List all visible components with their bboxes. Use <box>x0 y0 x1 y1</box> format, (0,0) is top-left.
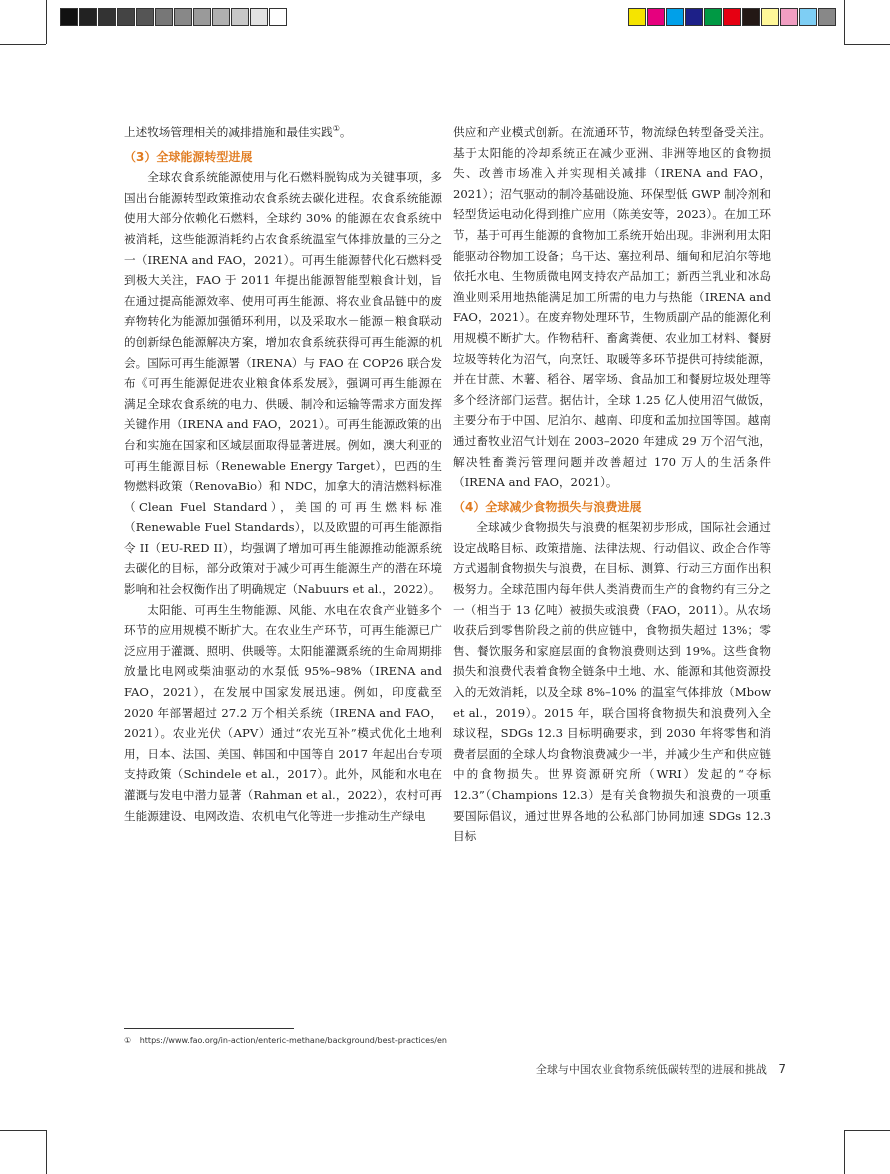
grayscale-calibration-bar <box>60 8 288 28</box>
gray-swatch <box>269 8 287 26</box>
crop-mark <box>844 44 890 45</box>
color-swatch <box>704 8 722 26</box>
section-heading: （3）全球能源转型进展 <box>124 149 253 164</box>
color-swatch <box>780 8 798 26</box>
paragraph: 全球减少食物损失与浪费的框架初步形成，国际社会通过设定战略目标、政策措施、法律法规、行动倡议、政企合作等方式遏制食物损失与浪费，在目标、测算、行动三方面作出积极努力。全球范围内每年供人类消费而生产的食物约有三分之一（相当于 13 亿吨）被损失或浪费（FAO，2011）。从农场收获后到零售阶段之前的供应链中，食物损失超过 13%；零售、餐饮服务和家庭层面的食物浪费则达到 19%。这些食物损失和浪费代表着食物全链条中土地、水、能源和其他资源投入的无效消耗，以及全球 8%–10% 的温室气体排放（Mbow et al.，2019）。2015 年，联合国将食物损失和浪费列入全球议程，SDGs 12.3 目标明确要求，到 2030 年将零售和消费者层面的全球人均食物浪费减少一半，并减少生产和供应链中的食物损失。世界资源研究所（WRI）发起的“夺标 12.3”（Champions 12.3）是有关食物损失和浪费的一项重要国际倡议，通过世界各地的公私部门协同加速 SDGs 12.3 目标 <box>453 520 771 844</box>
footnote <box>124 1036 447 1045</box>
crop-mark <box>46 1130 47 1174</box>
paragraph-text: 上述牧场管理相关的减排措施和最佳实践 <box>124 125 333 139</box>
section-heading: （4）全球减少食物损失与浪费进展 <box>453 499 642 514</box>
color-swatch <box>818 8 836 26</box>
paragraph: 供应和产业模式创新。在流通环节，物流绿色转型备受关注。基于太阳能的冷却系统正在减少亚洲、非洲等地区的食物损失、改善市场准入并实现相关减排（IRENA and FAO，2021）；沼气驱动的制冷基础设施、环保型低 GWP 制冷剂和轻型货运电动化得到推广应用（陈美安等，2023）。在加工环节，基于可再生能源的食物加工系统开始出现。非洲利用太阳能驱动谷物加工设备；乌干达、塞拉利昂、缅甸和尼泊尔等地依托水电、生物质微电网支持农产品加工；新西兰乳业和冰岛渔业则采用地热能满足加工所需的电力与热能（IRENA and FAO，2021）。在废弃物处理环节，生物质副产品的能源化利用规模不断扩大。作物秸秆、畜禽粪便、农业加工材料、餐厨垃圾等转化为沼气，向烹饪、取暖等多环节提供可持续能源，并在甘蔗、木薯、稻谷、屠宰场、食品加工和餐厨垃圾处理等多个经济部门运营。据估计，全球 1.25 亿人使用沼气做饭，主要分布于中国、尼泊尔、越南、印度和孟加拉国等国。越南通过畜牧业沼气计划在 2003–2020 年建成 29 万个沼气池，解决牲畜粪污管理问题并改善超过 170 万人的生活条件（IRENA and FAO，2021）。 <box>453 125 771 490</box>
color-swatch <box>742 8 760 26</box>
footnote-divider <box>124 1028 294 1029</box>
color-swatch <box>761 8 779 26</box>
crop-mark <box>844 1130 845 1174</box>
color-swatch <box>647 8 665 26</box>
color-swatch <box>799 8 817 26</box>
paragraph <box>124 122 442 143</box>
footnote-reference[interactable]: ① <box>332 124 340 134</box>
gray-swatch <box>117 8 135 26</box>
crop-mark <box>0 1130 46 1131</box>
footnote-marker: ① <box>124 1036 132 1045</box>
gray-swatch <box>60 8 78 26</box>
crop-mark <box>844 0 845 44</box>
left-column <box>124 122 442 826</box>
right-column <box>453 122 771 847</box>
gray-swatch <box>155 8 173 26</box>
gray-swatch <box>212 8 230 26</box>
gray-swatch <box>250 8 268 26</box>
color-calibration-bar <box>628 8 837 28</box>
gray-swatch <box>231 8 249 26</box>
gray-swatch <box>136 8 154 26</box>
paragraph-text: 。 <box>339 125 352 139</box>
paragraph: 全球农食系统能源使用与化石燃料脱钩成为关键事项，多国出台能源转型政策推动农食系统去碳化进程。农食系统能源使用大部分依赖化石燃料，全球约 30% 的能源在农食系统中被消耗，这些能源消耗约占农食系统温室气体排放量的三分之一（IRENA and FAO，2021）。可再生能源替代化石燃料受到极大关注，FAO 于 2011 年提出能源智能型粮食计划，旨在通过提高能源效率、使用可再生能源、将农业食品链中的废弃物转化为能源加强循环利用，以及采取水－能源－粮食联动的创新绿色能源解决方案，增加农食系统获得可再生能源的机会。国际可再生能源署（IRENA）与 FAO 在 COP26 联合发布《可再生能源促进农业粮食体系发展》，强调可再生能源在满足全球农食系统的电力、供暖、制冷和运输等需求方面发挥关键作用（IRENA and FAO，2021）。可再生能源政策的出台和实施在国家和区域层面取得显著进展。例如，澳大利亚的可再生能源目标（Renewable Energy Target），巴西的生物燃料政策（RenovaBio）和 NDC，加拿大的清洁燃料标准（Clean Fuel Standard），美国的可再生燃料标准（Renewable Fuel Standards），以及欧盟的可再生能源指令 II（EU-RED II），均强调了增加可再生能源推动能源系统去碳化的目标，部分政策对于减少可再生能源生产的潜在环境影响和社会权衡作出了明确规定（Nabuurs et al.，2022）。 <box>124 170 442 597</box>
gray-swatch <box>79 8 97 26</box>
page-number: 7 <box>778 1062 786 1076</box>
crop-mark <box>0 44 46 45</box>
color-swatch <box>723 8 741 26</box>
gray-swatch <box>98 8 116 26</box>
paragraph: 太阳能、可再生生物能源、风能、水电在农食产业链多个环节的应用规模不断扩大。在农业生产环节，可再生能源已广泛应用于灌溉、照明、供暖等。太阳能灌溉系统的生命周期排放量比电网或柴油驱动的水泵低 95%–98%（IRENA and FAO，2021），在发展中国家发展迅速。例如，印度截至 2020 年部署超过 27.2 万个相关系统（IRENA and FAO，2021）。农业光伏（APV）通过“农光互补”模式优化土地利用，日本、法国、美国、韩国和中国等自 2017 年起出台专项支持政策（Schindele et al.，2017）。此外，风能和水电在灌溉与发电中潜力显著（Rahman et al.，2022），农村可再生能源建设、电网改造、农机电气化等进一步推动生产绿电 <box>124 602 442 823</box>
gray-swatch <box>193 8 211 26</box>
color-swatch <box>685 8 703 26</box>
color-swatch <box>666 8 684 26</box>
page-footer <box>536 1061 786 1077</box>
color-swatch <box>628 8 646 26</box>
footnote-link[interactable]: https://www.fao.org/in-action/enteric-methane/background/best-practices/en <box>139 1036 447 1045</box>
crop-mark <box>844 1130 890 1131</box>
gray-swatch <box>174 8 192 26</box>
crop-mark <box>46 0 47 44</box>
running-title: 全球与中国农业食物系统低碳转型的进展和挑战 <box>535 1063 767 1076</box>
